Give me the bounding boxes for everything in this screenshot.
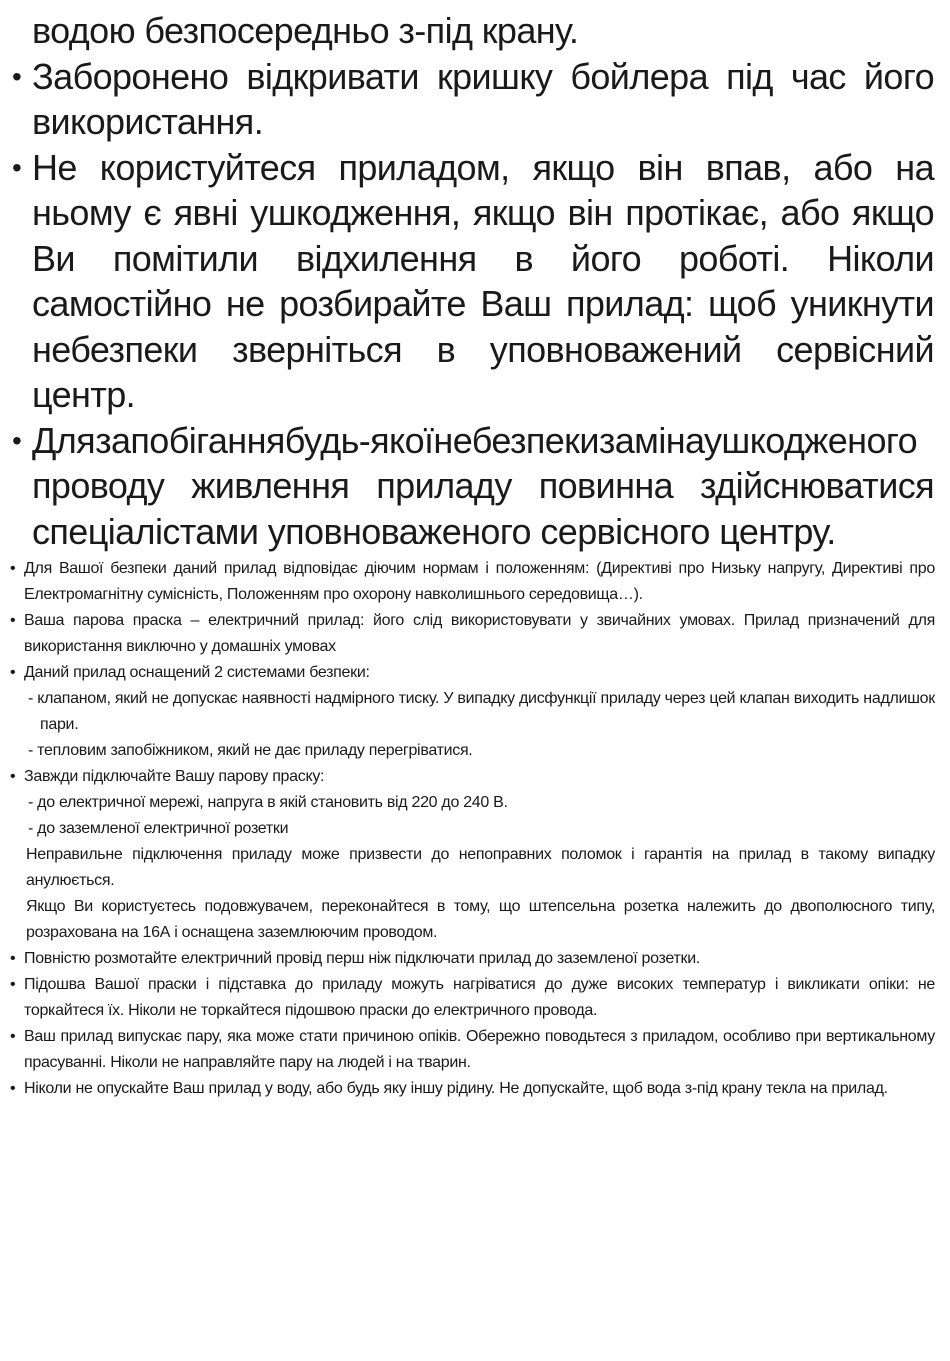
safety-paragraph: Якщо Ви користуєтесь подовжувачем, переконайтеся в тому, що штепсельна розетка належить до двополюсного типу, розрахована на 16А і оснащена заземлюючим проводом. (26, 898, 935, 941)
large-bullet-text: Длязапобіганнябудь-якоїнебезпекизамінаушкодженого проводу живлення приладу повинна здійснюватися спеціалістами уповноваженого сервісного центру. (32, 419, 934, 552)
safety-item-text: Ніколи не опускайте Ваш прилад у воду, або будь яку іншу рідину. Не допускайте, щоб вода з-під крану текла на прилад. (24, 1080, 888, 1097)
safety-item (10, 608, 935, 660)
bullet-icon: • (12, 424, 22, 456)
safety-item-text: Підошва Вашої праски і підставка до приладу можуть нагріватися до дуже високих температур і викликати опіки: не торкайтеся їх. Ніколи не торкайтеся підошвою праски до електричного провода. (24, 976, 935, 1019)
large-bullet-item (12, 418, 934, 555)
continuation-text: водою безпосередньо з-під крану. (32, 10, 579, 51)
bullet-icon: • (10, 1028, 16, 1045)
continuation-line (12, 8, 934, 54)
bullet-icon: • (10, 612, 16, 629)
safety-item (10, 764, 935, 790)
large-bullet-item (12, 145, 934, 418)
bullet-icon: • (10, 950, 16, 967)
bullet-icon: • (10, 560, 16, 577)
safety-item (10, 660, 935, 686)
large-bullet-item (12, 54, 934, 145)
safety-item-text: Даний прилад оснащений 2 системами безпеки: (24, 664, 370, 681)
bullet-icon: • (12, 60, 22, 92)
bullet-icon: • (10, 1080, 16, 1097)
safety-subitem: - клапаном, який не допускає наявності надмірного тиску. У випадку дисфункції приладу через цей клапан виходить надлишок пари. (28, 690, 935, 733)
safety-paragraph: Неправильне підключення приладу може призвести до непоправних поломок і гарантія на прилад в такому випадку анулюється. (26, 846, 935, 889)
bullet-icon: • (10, 976, 16, 993)
safety-item-text: Ваш прилад випускає пару, яка може стати причиною опіків. Обережно поводьтеся з приладом, особливо при вертикальному прасуванні. Ніколи не направляйте пару на людей і на тварин. (24, 1028, 935, 1071)
safety-item (10, 972, 935, 1024)
safety-subitem: - до електричної мережі, напруга в якій становить від 220 до 240 В. (28, 794, 508, 811)
large-bullet-text: Заборонено відкривати кришку бойлера під час його використання. (32, 55, 934, 142)
bullet-icon: • (10, 664, 16, 681)
safety-item-text: Для Вашої безпеки даний прилад відповідає діючим нормам і положенням: (Директиві про Низьку напругу, Директиві про Електромагнітну сумісність, Положенням про охорону навколишнього середовища…). (24, 560, 935, 603)
safety-subitem: - до заземленої електричної розетки (28, 820, 289, 837)
safety-item-text: Ваша парова праска – електричний прилад: його слід використовувати у звичайних умовах. Прилад призначений для використання виключно у домашніх умовах (24, 612, 935, 655)
bullet-icon: • (10, 768, 16, 785)
large-bullet-text: Не користуйтеся приладом, якщо він впав, або на ньому є явні ушкодження, якщо він протікає, або якщо Ви помітили відхилення в його роботі. Ніколи самостійно не розбирайте Ваш прилад: щоб уникнути небезпеки зверніться в уповноважений сервісний центр. (32, 146, 934, 415)
safety-subitem: - тепловим запобіжником, який не дає приладу перегріватися. (28, 742, 473, 759)
bullet-icon: • (12, 151, 22, 183)
large-warnings-section (12, 8, 934, 554)
safety-item-text: Повністю розмотайте електричний провід перш ніж підключати прилад до заземленої розетки. (24, 950, 700, 967)
safety-instructions-section (10, 556, 935, 1102)
safety-item (10, 1076, 935, 1102)
safety-item (10, 556, 935, 608)
safety-item (10, 1024, 935, 1076)
safety-item-text: Завжди підключайте Вашу парову праску: (24, 768, 325, 785)
safety-item (10, 946, 935, 972)
